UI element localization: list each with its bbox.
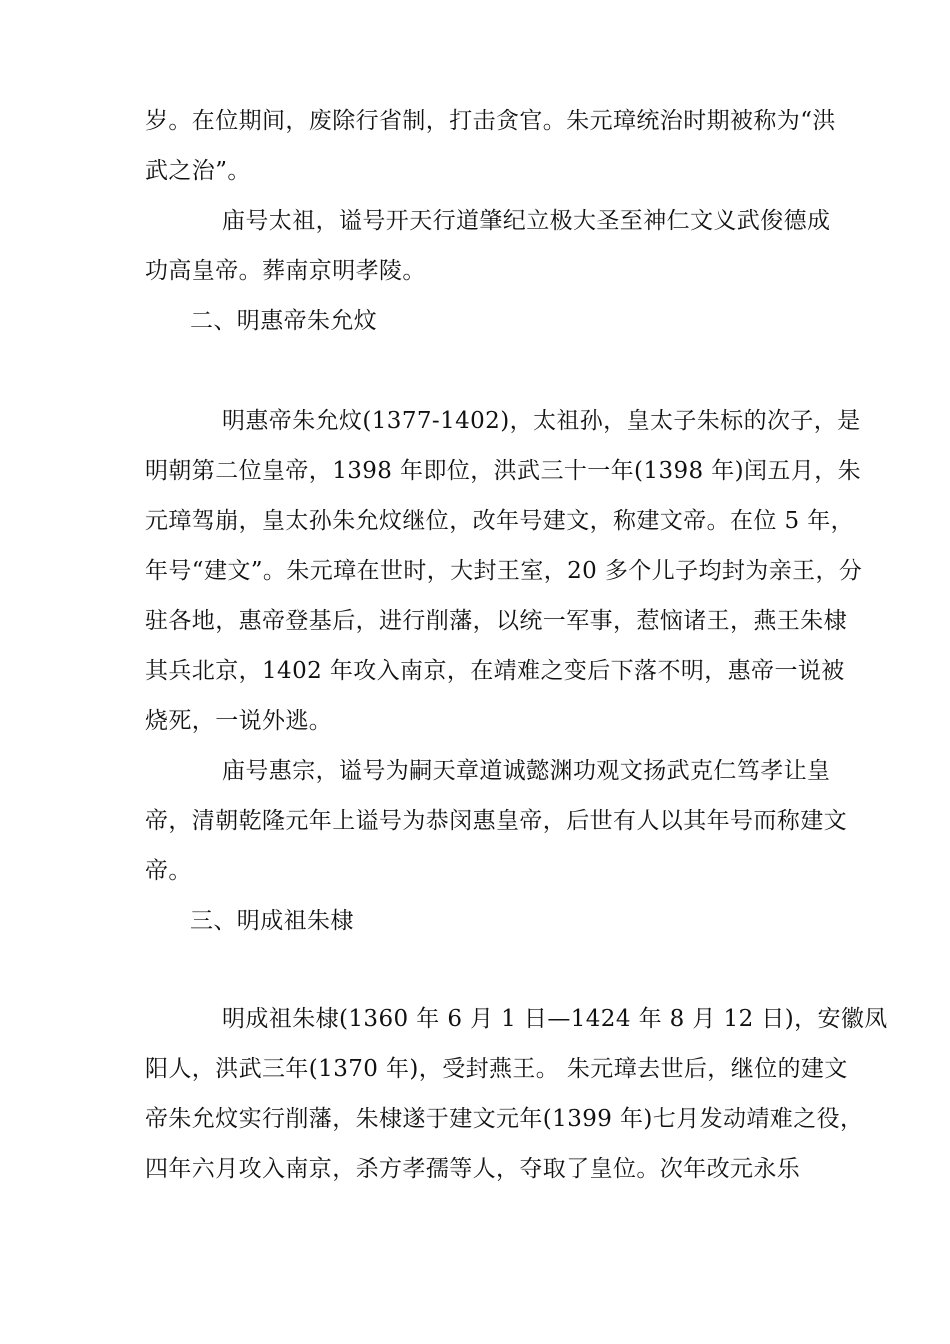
- paragraph-line: 岁。在位期间，废除行省制，打击贪官。朱元璋统治时期被称为“洪: [145, 108, 836, 134]
- paragraph-line: 驻各地，惠帝登基后，进行削藩，以统一军事，惹恼诸王，燕王朱棣: [145, 608, 847, 634]
- paragraph-line: 帝朱允炆实行削藩，朱棣遂于建文元年(1399 年)七月发动靖难之役，: [145, 1106, 864, 1132]
- paragraph-line: 功高皇帝。葬南京明孝陵。: [145, 258, 426, 284]
- paragraph-line: 明惠帝朱允炆(1377-1402)，太祖孙，皇太子朱标的次子，是: [222, 408, 861, 434]
- paragraph-line: 阳人，洪武三年(1370 年)，受封燕王。 朱元璋去世后，继位的建文: [145, 1056, 848, 1082]
- paragraph-line: 武之治”。: [145, 158, 251, 184]
- section-heading-ming-chengzu: 三、明成祖朱棣: [190, 908, 354, 934]
- paragraph-line: 烧死，一说外逃。: [145, 708, 333, 734]
- section-heading-ming-huidi: 二、明惠帝朱允炆: [190, 308, 378, 334]
- paragraph-line: 明成祖朱棣(1360 年 6 月 1 日—1424 年 8 月 12 日)，安徽凤: [222, 1006, 888, 1032]
- paragraph-line: 庙号太祖，谥号开天行道肇纪立极大圣至神仁文义武俊德成: [222, 208, 831, 234]
- paragraph-line: 庙号惠宗，谥号为嗣天章道诚懿渊功观文扬武克仁笃孝让皇: [222, 758, 831, 784]
- paragraph-line: 帝。: [145, 858, 192, 884]
- paragraph-line: 四年六月攻入南京，杀方孝孺等人，夺取了皇位。次年改元永乐: [145, 1156, 801, 1182]
- paragraph-line: 年号“建文”。朱元璋在世时，大封王室，20 多个儿子均封为亲王，分: [145, 558, 863, 584]
- paragraph-line: 帝，清朝乾隆元年上谥号为恭闵惠皇帝，后世有人以其年号而称建文: [145, 808, 847, 834]
- paragraph-line: 元璋驾崩，皇太孙朱允炆继位，改年号建文，称建文帝。在位 5 年，: [145, 508, 855, 534]
- paragraph-line: 明朝第二位皇帝，1398 年即位，洪武三十一年(1398 年)闰五月，朱: [145, 458, 862, 484]
- paragraph-line: 其兵北京，1402 年攻入南京，在靖难之变后下落不明，惠帝一说被: [145, 658, 845, 684]
